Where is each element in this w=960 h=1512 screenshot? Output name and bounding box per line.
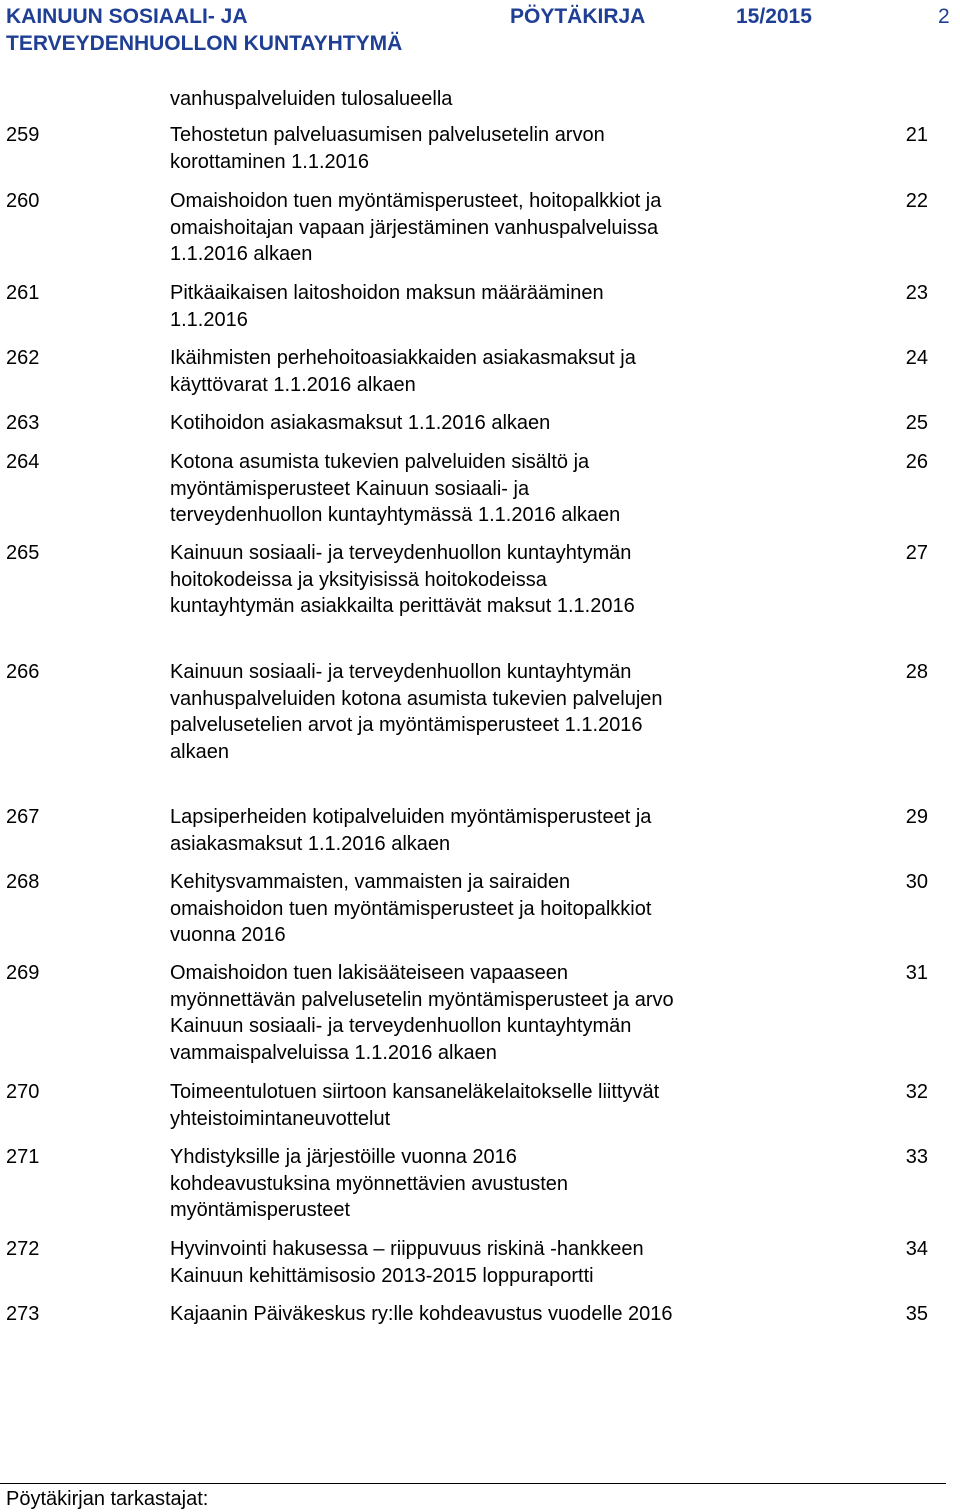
section-title-line: Ikäihmisten perhehoitoasiakkaiden asiakasmaksut ja bbox=[170, 347, 636, 369]
section-title-line: myönnettävän palvelusetelin myöntämisperusteet ja arvo bbox=[170, 988, 674, 1011]
section-number: 270 bbox=[6, 1081, 40, 1103]
section-number: 264 bbox=[6, 451, 40, 473]
section-title bbox=[170, 540, 760, 620]
section-title bbox=[170, 1301, 760, 1328]
section-page: 26 bbox=[905, 451, 928, 473]
section-title-line: myöntämisperusteet bbox=[170, 1199, 351, 1221]
section-title bbox=[170, 1144, 760, 1224]
section-title-line: myöntämisperusteet Kainuun sosiaali- ja bbox=[170, 477, 530, 500]
section-title bbox=[170, 659, 760, 765]
section-page: 23 bbox=[905, 282, 928, 304]
page-number: 2 bbox=[938, 5, 950, 28]
section-page: 32 bbox=[905, 1081, 928, 1103]
section-title bbox=[170, 869, 760, 949]
section-page: 31 bbox=[905, 962, 928, 984]
section-title-line: vuonna 2016 bbox=[170, 924, 286, 946]
organization-name-line-2: TERVEYDENHUOLLON KUNTAYHTYMÄ bbox=[6, 32, 403, 55]
section-title-line: asiakasmaksut 1.1.2016 alkaen bbox=[170, 832, 451, 855]
section-title-line: kuntayhtymän asiakkailta perittävät maksut 1.1.2016 bbox=[170, 595, 635, 617]
section-title-line: 1.1.2016 alkaen bbox=[170, 243, 313, 265]
section-page: 29 bbox=[905, 806, 928, 828]
section-title-line: omaishoidon tuen myöntämisperusteet ja hoitopalkkiot bbox=[170, 897, 652, 920]
footer-divider bbox=[0, 1483, 946, 1484]
section-title-line: Toimeentulotuen siirtoon kansaneläkelaitokselle liittyvät bbox=[170, 1081, 660, 1103]
section-title-line: omaishoitajan vapaan järjestäminen vanhuspalveluissa bbox=[170, 216, 659, 239]
section-number: 271 bbox=[6, 1146, 40, 1168]
section-title-line: Kajaanin Päiväkeskus ry:lle kohdeavustus vuodelle 2016 bbox=[170, 1303, 673, 1325]
section-number: 266 bbox=[6, 661, 40, 683]
section-title-line: Kainuun sosiaali- ja terveydenhuollon kuntayhtymän bbox=[170, 661, 632, 683]
section-title-line: hoitokodeissa ja yksityisissä hoitokodeissa bbox=[170, 568, 547, 591]
section-title-line: Kotihoidon asiakasmaksut 1.1.2016 alkaen bbox=[170, 412, 551, 434]
footer-label: Pöytäkirjan tarkastajat: bbox=[6, 1488, 209, 1510]
section-title bbox=[170, 122, 760, 175]
section-title-line: Pitkäaikaisen laitoshoidon maksun määrääminen bbox=[170, 282, 604, 304]
section-title bbox=[170, 960, 760, 1066]
section-page: 24 bbox=[905, 347, 928, 369]
section-page: 27 bbox=[905, 542, 928, 564]
section-title bbox=[170, 410, 760, 437]
section-number: 269 bbox=[6, 962, 40, 984]
section-title bbox=[170, 1079, 760, 1132]
section-title-line: käyttövarat 1.1.2016 alkaen bbox=[170, 373, 416, 396]
document-number: 15/2015 bbox=[736, 5, 812, 28]
section-number: 272 bbox=[6, 1238, 40, 1260]
document-type: PÖYTÄKIRJA bbox=[510, 5, 646, 28]
section-title-line: Lapsiperheiden kotipalveluiden myöntämisperusteet ja bbox=[170, 806, 652, 828]
section-title-line: Omaishoidon tuen myöntämisperusteet, hoitopalkkiot ja bbox=[170, 190, 662, 212]
section-page: 34 bbox=[905, 1238, 928, 1260]
organization-name bbox=[6, 3, 402, 57]
section-number: 273 bbox=[6, 1303, 40, 1325]
section-title-line: Tehostetun palveluasumisen palvelusetelin arvon bbox=[170, 124, 605, 146]
section-title bbox=[170, 804, 760, 857]
section-title bbox=[170, 280, 760, 333]
section-title-line: Kainuun sosiaali- ja terveydenhuollon kuntayhtymän bbox=[170, 1015, 632, 1037]
section-page: 22 bbox=[905, 190, 928, 212]
section-title-line: terveydenhuollon kuntayhtymässä 1.1.2016 alkaen bbox=[170, 504, 621, 526]
section-page: 21 bbox=[905, 124, 928, 146]
section-title-line: palvelusetelien arvot ja myöntämisperusteet 1.1.2016 bbox=[170, 714, 643, 736]
section-title-line: vammaispalveluissa 1.1.2016 alkaen bbox=[170, 1041, 497, 1064]
section-number: 259 bbox=[6, 124, 40, 146]
organization-name-line-1: KAINUUN SOSIAALI- JA bbox=[6, 5, 248, 28]
section-number: 268 bbox=[6, 871, 40, 893]
section-number: 263 bbox=[6, 412, 40, 434]
section-number: 265 bbox=[6, 542, 40, 564]
section-number: 267 bbox=[6, 806, 40, 828]
section-title-line: yhteistoimintaneuvottelut bbox=[170, 1107, 391, 1130]
section-title-line: vanhuspalveluiden kotona asumista tukevien palvelujen bbox=[170, 687, 663, 710]
section-number: 260 bbox=[6, 190, 40, 212]
section-title bbox=[170, 449, 760, 529]
section-title-line: alkaen bbox=[170, 740, 229, 763]
section-title-line: Omaishoidon tuen lakisääteiseen vapaaseen bbox=[170, 962, 569, 984]
section-title-line: Yhdistyksille ja järjestöille vuonna 2016 bbox=[170, 1146, 517, 1168]
section-number: 261 bbox=[6, 282, 40, 304]
section-title-line: Kainuun sosiaali- ja terveydenhuollon kuntayhtymän bbox=[170, 542, 632, 564]
section-title bbox=[170, 345, 760, 398]
section-title-line: Hyvinvointi hakusessa – riippuvuus riskinä -hankkeen bbox=[170, 1238, 644, 1260]
section-title-line: kohdeavustuksina myönnettävien avustusten bbox=[170, 1172, 569, 1195]
section-page: 28 bbox=[905, 661, 928, 683]
section-title bbox=[170, 1236, 760, 1289]
continued-entry-text: vanhuspalveluiden tulosalueella bbox=[170, 88, 453, 110]
section-page: 35 bbox=[905, 1303, 928, 1325]
section-title-line: 1.1.2016 bbox=[170, 308, 248, 331]
section-page: 33 bbox=[905, 1146, 928, 1168]
section-title bbox=[170, 188, 760, 268]
section-page: 30 bbox=[905, 871, 928, 893]
section-page: 25 bbox=[905, 412, 928, 434]
section-title-line: korottaminen 1.1.2016 bbox=[170, 150, 370, 173]
section-title-line: Kotona asumista tukevien palveluiden sisältö ja bbox=[170, 451, 590, 473]
section-number: 262 bbox=[6, 347, 40, 369]
section-title-line: Kainuun kehittämisosio 2013-2015 loppuraportti bbox=[170, 1264, 594, 1287]
section-title-line: Kehitysvammaisten, vammaisten ja sairaiden bbox=[170, 871, 571, 893]
